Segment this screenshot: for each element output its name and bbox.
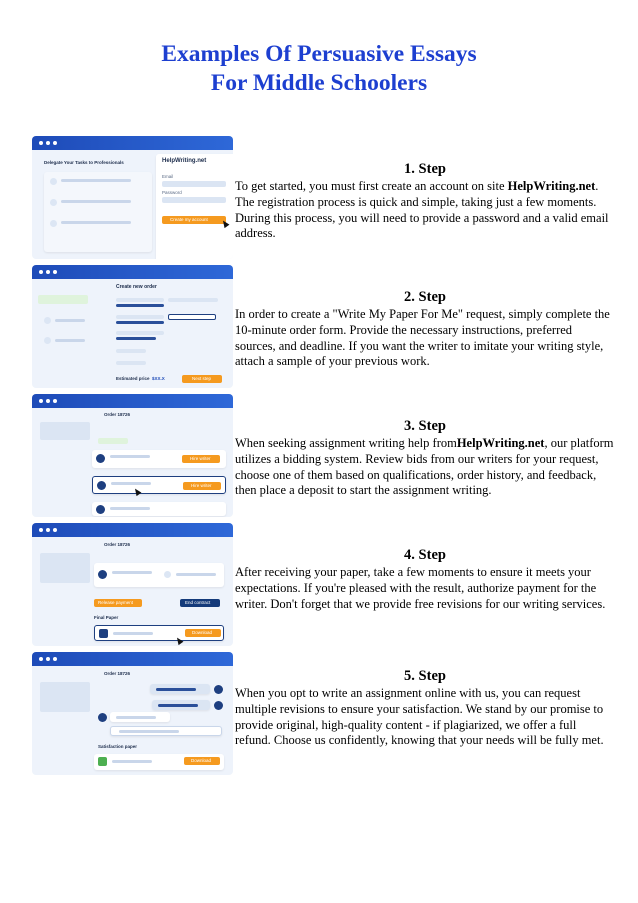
final-paper-row <box>94 625 224 641</box>
next-step-label: Next step <box>192 376 212 381</box>
window-titlebar <box>32 523 233 537</box>
step-1 <box>235 161 615 242</box>
password-field[interactable] <box>162 197 226 203</box>
paper-row <box>94 754 224 770</box>
shot-heading: Delegate Your Tasks to Professionals <box>44 160 124 165</box>
step-4-heading: 4. Step <box>404 547 446 563</box>
brand-link[interactable]: HelpWriting.net <box>456 436 545 450</box>
step-5-heading: 5. Step <box>404 668 446 684</box>
brand-link[interactable]: HelpWriting.net <box>507 179 596 193</box>
education-level-field[interactable] <box>168 314 216 320</box>
satisfaction-paper-label: Satisfaction paper <box>98 744 138 749</box>
step-3-text: When seeking assignment writing help fromHelpWriting.net, our platform utilizes a bidding system. Review bids from our writers for your request, choose one of them based on qualifications, order history, and feedback, then place a deposit to start the assignment writing. <box>235 436 614 498</box>
window-titlebar <box>32 136 233 150</box>
step-5-text: When you opt to write an assignment online with us, you can request multiple revisions to ensure your satisfaction. We stand by our promise to provide original, high-quality content - if plagiarized, we offer a full refund. Choose us confidently, knowing that your needs will be fully met. <box>235 686 604 748</box>
page-title-line-1: Examples Of Persuasive Essays <box>161 41 477 67</box>
hire-writer-label-1: Hire writer <box>190 456 211 461</box>
order-number: Order 18726 <box>104 412 131 417</box>
step-4-text: After receiving your paper, take a few moments to ensure it meets your expectations. If you're pleased with the result, authorize payment for the writer. Don't forget that we provide free revisions for our writing services. <box>235 565 606 611</box>
final-paper-label: Final Paper <box>94 615 119 620</box>
step-2-screenshot <box>32 265 233 388</box>
chat-message <box>110 712 170 722</box>
step-2-heading: 2. Step <box>404 289 446 305</box>
release-payment-label: Release payment <box>98 600 134 605</box>
progress-sidebar <box>38 285 92 383</box>
cursor-icon <box>221 219 230 228</box>
features-list <box>44 172 152 252</box>
page-title <box>0 40 638 98</box>
order-number: Order 18726 <box>104 671 131 676</box>
download-label: Download <box>191 758 212 763</box>
password-label: Password <box>162 190 182 195</box>
step-2-text: In order to create a "Write My Paper For Me" request, simply complete the 10-minute order form. Provide the necessary instructions, preferred sources, and deadline. If you want the writer to imitate your writing style, attach a sample of your previous work. <box>235 307 610 369</box>
chat-message <box>152 700 210 710</box>
signup-form <box>156 154 233 259</box>
form-brand: HelpWriting.net <box>162 158 207 164</box>
create-account-label: Create my account <box>170 217 208 222</box>
window-titlebar <box>32 652 233 666</box>
bid-card[interactable] <box>92 502 226 516</box>
email-field[interactable] <box>162 181 226 187</box>
step-3 <box>235 418 615 499</box>
hire-writer-label-2: Hire writer <box>191 483 212 488</box>
step-4-screenshot <box>32 523 233 646</box>
step-2 <box>235 289 615 370</box>
step-3-screenshot <box>32 394 233 517</box>
shot-heading: Create new order <box>116 284 157 290</box>
writer-card <box>94 563 224 587</box>
end-contract-label: End contract <box>185 600 211 605</box>
bid-card-selected[interactable] <box>92 476 226 494</box>
step-1-heading: 1. Step <box>404 161 446 177</box>
window-titlebar <box>32 394 233 408</box>
window-titlebar <box>32 265 233 279</box>
step-4 <box>235 547 615 612</box>
step-1-screenshot <box>32 136 233 259</box>
step-3-heading: 3. Step <box>404 418 446 434</box>
download-label: Download <box>192 630 213 635</box>
email-label: Email <box>162 174 174 179</box>
chat-message <box>150 684 210 694</box>
step-5-screenshot <box>32 652 233 775</box>
step-5 <box>235 668 615 749</box>
page-title-line-2: For Middle Schoolers <box>210 70 428 96</box>
estimated-price-label: Estimated price <box>116 376 150 381</box>
bid-card[interactable] <box>92 450 226 468</box>
order-number: Order 18726 <box>104 542 131 547</box>
message-input[interactable] <box>110 726 222 736</box>
estimated-price-value: $XX.X <box>152 376 165 381</box>
step-1-text: To get started, you must first create an account on site HelpWriting.net. The registration process is quick and simple, taking just a few moments. During this process, you will need to provide a password and a valid email address. <box>235 179 609 241</box>
